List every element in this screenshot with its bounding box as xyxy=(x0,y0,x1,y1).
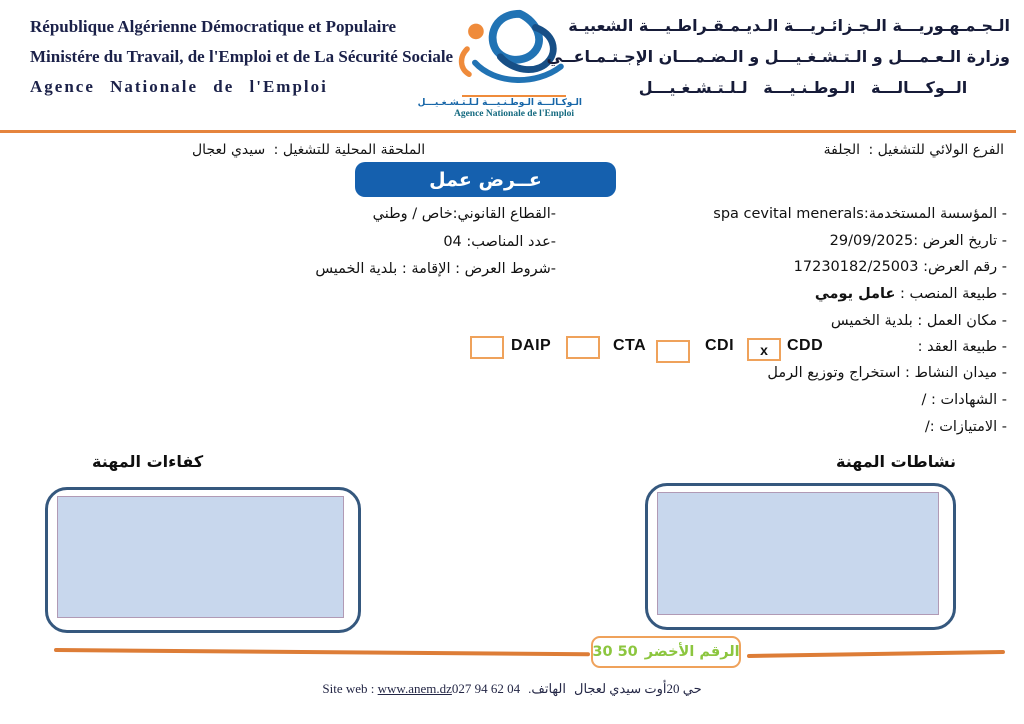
green-number-value: 30 50 xyxy=(592,644,638,660)
job-offer-banner xyxy=(355,162,616,197)
local-branch-value: سيدي لعجال xyxy=(192,142,266,158)
offer-date-line: - تاريخ العرض :29/09/2025 xyxy=(829,233,1007,249)
certificates-line: - الشهادات : / xyxy=(921,392,1007,408)
checkbox-label-cdi: CDI xyxy=(705,337,735,354)
skills-box-field xyxy=(57,496,344,618)
offer-number-line: - رقم العرض: 17230182/25003 xyxy=(793,259,1007,275)
positions-count-line: -عدد المناصب: 04 xyxy=(443,234,556,250)
footer-phone-number: 027 94 62 04 xyxy=(451,681,521,696)
footer-site-url: www.anem.dz xyxy=(377,681,452,696)
benefits-line: - الامتيازات :/ xyxy=(924,419,1007,435)
republic-title: République Algérienne Démocratique et Populaire xyxy=(30,17,397,36)
checkbox-cdd xyxy=(747,338,781,361)
position-type-label: - طبيعة المنصب : xyxy=(899,286,1007,302)
footer-site-label: Site web : xyxy=(322,681,378,696)
footer-rule-left xyxy=(54,648,590,656)
job-offer-banner-title: عــرض عمل xyxy=(429,168,542,191)
legal-sector-line: -القطاع القانوني:خاص / وطني xyxy=(372,206,556,222)
republic-title-ar: الـجـمـهـوريـــة الـجـزائـريـــة الـديـمـقـراطـيـــة الشعبيـة xyxy=(568,16,1010,35)
agency-title-fr: Agence Nationale de l'Emploi xyxy=(30,77,328,96)
checkbox-label-daip: DAIP xyxy=(511,337,552,354)
checkbox-label-cdd: CDD xyxy=(787,337,824,354)
footer-contact-line xyxy=(0,681,1024,697)
local-branch-line xyxy=(188,142,425,158)
logo-caption-arabic: الـوكـالـــة الـوطـنـيـــة لـلـتـشـغـيـــل xyxy=(417,98,582,108)
position-type-line xyxy=(815,286,1007,302)
green-number-box xyxy=(591,636,741,668)
ministry-title-ar: وزارة الـعـمـــل و الـتـشـغـيـــل و الـضـمـــان الإجـتـمـاعــي xyxy=(546,47,1010,66)
footer-address: حي 20أوت سيدي لعجال xyxy=(574,681,702,696)
wilaya-branch-value: الجلفة xyxy=(823,142,861,158)
offer-conditions-line: -شروط العرض : الإقامة : بلدية الخميس xyxy=(315,261,556,277)
checkbox-cta xyxy=(566,336,600,359)
logo-divider xyxy=(462,95,566,97)
header-arabic xyxy=(546,10,1010,103)
header-french xyxy=(30,12,453,102)
skills-section-title: كفاءات المهنة xyxy=(92,452,204,471)
employer-line: - المؤسسة المستخدمة:spa cevital menerals xyxy=(713,206,1007,222)
work-location-line: - مكان العمل : بلدية الخميس xyxy=(830,313,1007,329)
checkbox-daip xyxy=(470,336,504,359)
contract-type-line: - طبيعة العقد : xyxy=(917,339,1007,355)
checkbox-cdi xyxy=(656,340,690,363)
footer-phone-label: الهاتف. xyxy=(528,681,566,696)
position-type-value: عامل يومي xyxy=(814,286,896,302)
activities-section-title: نشاطات المهنة xyxy=(836,452,957,471)
logo-caption-french: Agence Nationale de l'Emploi xyxy=(453,109,575,120)
agency-title-ar: الــوكـــالـــة الـوطـنـيـــة لـلـتـشـغـيـــل xyxy=(638,78,968,97)
green-number-label: الرقم الأخضر xyxy=(644,644,740,660)
wilaya-branch-line xyxy=(820,142,1004,158)
activities-box-field xyxy=(657,492,939,615)
footer-rule-right xyxy=(747,650,1005,658)
ministry-title: Ministére du Travail, de l'Emploi et de La Sécurité Sociale xyxy=(30,47,454,66)
activities-box xyxy=(645,483,956,630)
footer-site xyxy=(322,681,520,697)
local-branch-label: الملحقة المحلية للتشغيل : xyxy=(273,142,426,158)
wilaya-branch-label: الفرع الولائي للتشغيل : xyxy=(868,142,1004,158)
activity-field-line: - ميدان النشاط : استخراج وتوزيع الرمل xyxy=(767,365,1007,381)
header-divider xyxy=(0,130,1016,133)
checkbox-cdd-mark: x xyxy=(760,341,768,358)
checkbox-label-cta: CTA xyxy=(613,337,647,354)
skills-box xyxy=(45,487,361,633)
